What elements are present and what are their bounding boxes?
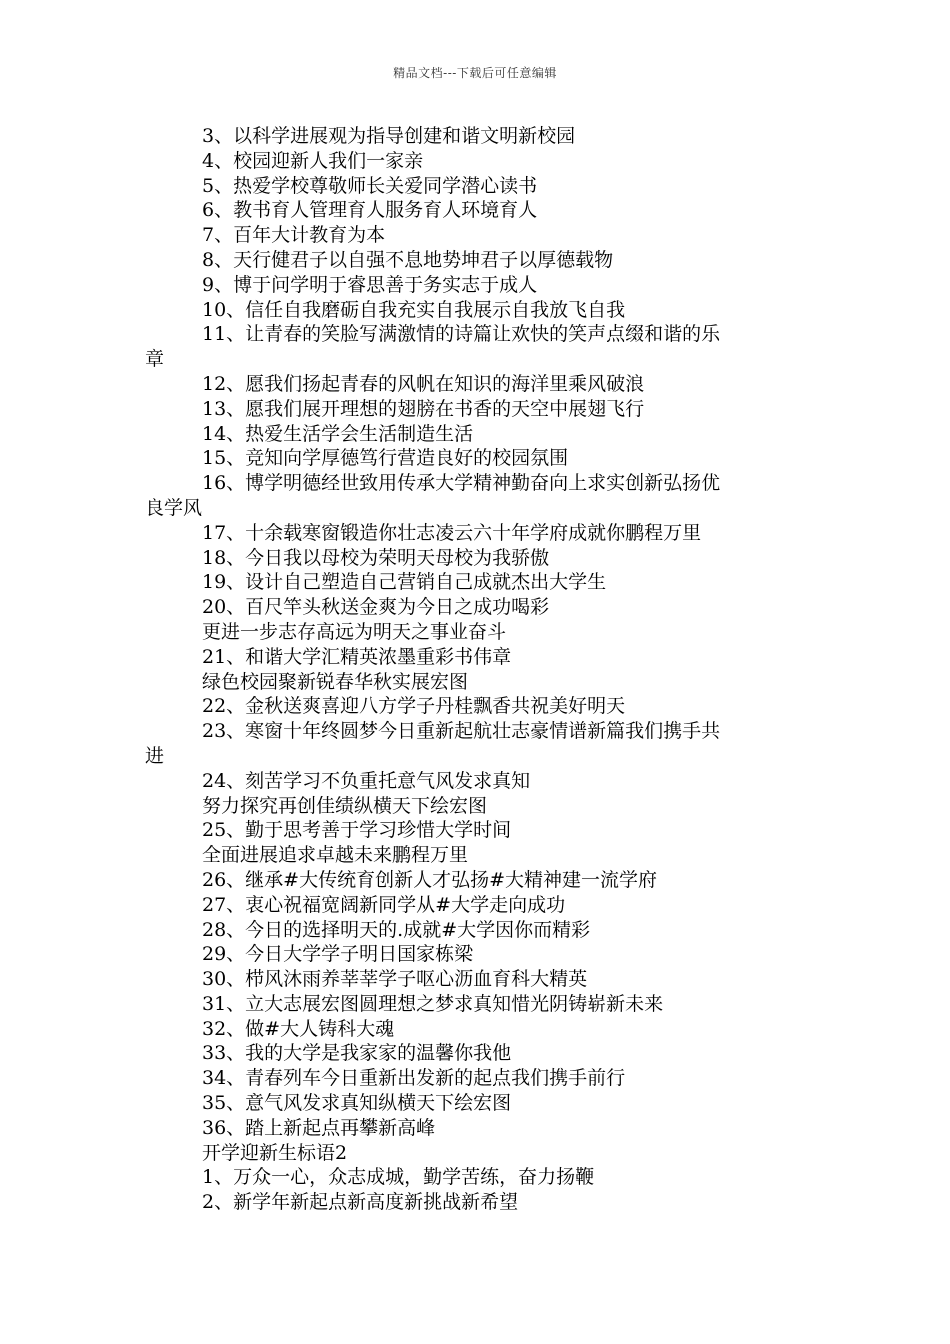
text-line: 5、热爱学校尊敬师长关爱同学潜心读书: [202, 174, 538, 197]
text-line: 章: [145, 348, 165, 371]
text-line: 18、今日我以母校为荣明天母校为我骄傲: [202, 546, 550, 569]
text-line: 23、寒窗十年终圆梦今日重新起航壮志豪情谱新篇我们携手共: [202, 720, 721, 743]
text-line: 29、今日大学学子明日国家栋梁: [202, 943, 474, 966]
text-line: 25、勤于思考善于学习珍惜大学时间: [202, 819, 512, 842]
page-header: 精品文档---下载后可任意编辑: [393, 66, 557, 80]
text-line: 34、青春列车今日重新出发新的起点我们携手前行: [202, 1067, 626, 1090]
text-line: 24、刻苦学习不负重托意气风发求真知: [202, 769, 531, 792]
text-line: 2、新学年新起点新高度新挑战新希望: [202, 1191, 519, 1214]
text-line: 4、校园迎新人我们一家亲: [202, 149, 424, 172]
document-body: [145, 124, 810, 1215]
text-line: 36、踏上新起点再攀新高峰: [202, 1116, 436, 1139]
text-line: 19、设计自己塑造自己营销自己成就杰出大学生: [202, 571, 607, 594]
text-line: 3、以科学进展观为指导创建和谐文明新校园: [202, 125, 576, 147]
text-line: 32、做#大人铸科大魂: [202, 1017, 395, 1040]
text-line: 努力探究再创佳绩纵横天下绘宏图: [202, 794, 488, 817]
text-line: 22、金秋送爽喜迎八方学子丹桂飘香共祝美好明天: [202, 695, 626, 718]
text-line: 21、和谐大学汇精英浓墨重彩书伟章: [202, 645, 512, 668]
text-line: 12、愿我们扬起青春的风帆在知识的海洋里乘风破浪: [202, 372, 645, 395]
text-line: 6、教书育人管理育人服务育人环境育人: [202, 199, 538, 222]
text-line: 14、热爱生活学会生活制造生活: [202, 422, 474, 445]
text-line: 进: [145, 744, 165, 767]
text-line: 全面进展追求卓越未来鹏程万里: [202, 844, 469, 867]
text-line: 绿色校园聚新锐春华秋实展宏图: [202, 670, 469, 693]
text-line: 33、我的大学是我家家的温馨你我他: [202, 1042, 512, 1065]
text-line: 11、让青春的笑脸写满激情的诗篇让欢快的笑声点缀和谐的乐: [202, 323, 721, 346]
text-line: 良学风: [145, 496, 203, 519]
text-line: 30、栉风沐雨养莘莘学子呕心沥血育科大精英: [202, 968, 588, 991]
text-line: 15、竞知向学厚德笃行营造良好的校园氛围: [202, 447, 569, 470]
text-line: 26、继承#大传统育创新人才弘扬#大精神建一流学府: [202, 868, 658, 891]
text-line: 27、衷心祝福宽阔新同学从#大学走向成功: [202, 893, 566, 916]
text-line: 更进一步志存高远为明天之事业奋斗: [202, 620, 507, 643]
text-line: 1、万众一心，众志成城，勤学苦练，奋力扬鞭: [202, 1166, 595, 1189]
text-line: 8、天行健君子以自强不息地势坤君子以厚德载物: [202, 248, 614, 271]
text-line: 13、愿我们展开理想的翅膀在书香的天空中展翅飞行: [202, 397, 645, 420]
text-line: 开学迎新生标语2: [202, 1141, 348, 1164]
text-line: 10、信任自我磨砺自我充实自我展示自我放飞自我: [202, 298, 626, 321]
text-line: 17、十余载寒窗锻造你壮志凌云六十年学府成就你鹏程万里: [202, 521, 702, 544]
text-line: 7、百年大计教育为本: [202, 224, 386, 247]
text-line: 28、今日的选择明天的.成就#大学因你而精彩: [202, 918, 591, 941]
text-line: 31、立大志展宏图圆理想之梦求真知惜光阴铸崭新未来: [202, 992, 664, 1015]
text-line: 16、博学明德经世致用传承大学精神勤奋向上求实创新弘扬优: [202, 472, 721, 495]
text-line: 20、百尺竿头秋送金爽为今日之成功喝彩: [202, 596, 550, 619]
text-line: 9、博于问学明于睿思善于务实志于成人: [202, 273, 538, 296]
text-line: 35、意气风发求真知纵横天下绘宏图: [202, 1092, 512, 1115]
